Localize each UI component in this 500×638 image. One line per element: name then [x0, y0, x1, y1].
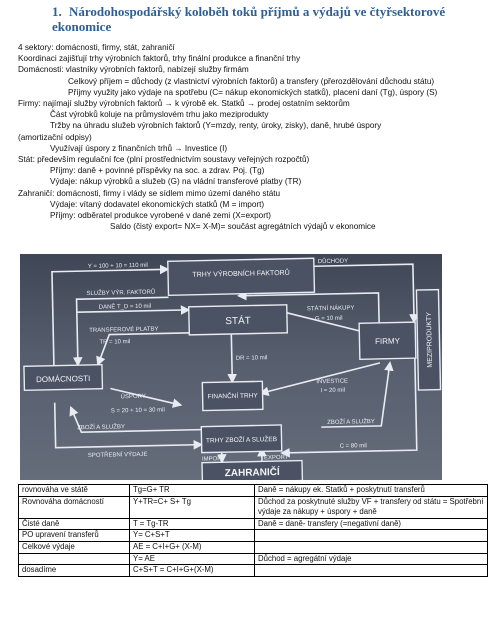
text-line: Výdaje: vítaný dodavatel ekonomických statků (M = import) — [50, 199, 265, 209]
table-cell: dosadíme — [19, 565, 130, 577]
table-cell: T = Tg-TR — [130, 518, 255, 530]
text-line: Firmy: najímají služby výrobních faktorů → k výrobě ek. Statků → prodej ostatním sektorům — [18, 99, 350, 109]
label-trhy-zbozi: TRHY ZBOŽÍ A SLUŽEB — [205, 436, 278, 445]
table-row — [19, 496, 488, 518]
flow-label-c: C = 80 mil — [339, 443, 367, 450]
flow-label-investice: INVESTICE — [316, 378, 349, 386]
body-text — [18, 42, 496, 232]
text-line: Saldo (čistý export= NX= X-M)= součást agregátních výdajů v ekonomice — [110, 222, 376, 232]
table-cell — [19, 553, 130, 565]
label-stat: STÁT — [225, 315, 251, 328]
text-line: Příjmy: daně + povinné příspěvky na soc. a zdrav. Poj. (Tg) — [50, 166, 265, 176]
table-cell — [255, 541, 488, 553]
table-cell: Celkové výdaje — [19, 541, 130, 553]
section-title — [52, 4, 492, 34]
text-line: Příjmy využity jako výdaje na spotřebu (C= nákup ekonomických statků), placení daní (Tg), úspory (S) — [68, 87, 438, 97]
table-cell — [255, 565, 488, 577]
section-title-text: Národohospodářský koloběh toků příjmů a výdajů ve čtyřsektorové ekonomice — [52, 4, 446, 34]
label-financni-trhy: FINANČNÍ TRHY — [207, 392, 258, 401]
table-cell: Daně = daně- transfery (=negativní daně) — [255, 518, 488, 530]
text-line: Využívají úspory z finančních trhů → Investice (I) — [50, 143, 228, 153]
circular-flow-diagram — [20, 254, 442, 480]
flow-label-dr: DR = 10 mil — [235, 355, 268, 362]
table-cell — [255, 530, 488, 542]
table-cell: AE = C+I+G+ (X-M) — [130, 541, 255, 553]
text-line: Koordinaci zajišťují trhy výrobních faktorů, trhy finální produkce a finanční trhy — [18, 54, 301, 64]
text-line: Příjmy: odběratel produkce vyrobené v dané zemi (X=export) — [50, 211, 271, 221]
table-cell: Důchod za poskytnuté služby VF + transfery od státu = Spotřební výdaje za nákupy + úspory + daně — [255, 496, 488, 518]
section-number: 1. — [52, 4, 62, 19]
label-meziprodukty: MEZIPRODUKTY — [425, 311, 435, 368]
flow-label-dane: DANĚ T_D = 10 mil — [98, 303, 152, 311]
equations-table — [18, 484, 488, 577]
text-line: Výdaje: nákup výrobků a služeb (G) na vládní transferové platby (TR) — [50, 177, 302, 187]
flow-label-sluzby-vf: SLUŽBY VÝR. FAKTORŮ — [86, 289, 156, 298]
text-line: Zahraničí: domácnosti, firmy i vlády se sídlem mimo území daného státu — [18, 188, 281, 198]
flow-label-uspory: ÚSPORY — [120, 393, 146, 401]
table-cell: Y+TR=C+ S+ Tg — [130, 496, 255, 518]
table-cell: Y= AE — [130, 553, 255, 565]
flow-label-zbozi-right: ZBOŽÍ A SLUŽBY — [327, 418, 375, 426]
table-row — [19, 565, 488, 577]
text-line: Domácnosti: vlastníky výrobních faktorů, nabízejí služby firmám — [18, 65, 249, 75]
table-cell: Rovnováha domácností — [19, 496, 130, 518]
table-row — [19, 485, 488, 497]
text-line: (amortizační odpisy) — [18, 132, 92, 142]
flow-label-zbozi-left: ZBOŽÍ A SLUŽBY — [77, 424, 125, 432]
table-cell: Daně = nákupy ek. Statků + poskytnutí transferů — [255, 485, 488, 497]
table-cell: Čisté daně — [19, 518, 130, 530]
table-cell: Tg=G+ TR — [130, 485, 255, 497]
flow-label-i: I = 20 mil — [320, 387, 346, 395]
text-line: Část výrobků koluje na průmyslovém trhu jako meziprodukty — [50, 110, 269, 120]
flow-label-duchody: DŮCHODY — [317, 258, 349, 266]
table-cell: rovnováha ve státě — [19, 485, 130, 497]
table-cell: PO upravení transferů — [19, 530, 130, 542]
table-row — [19, 541, 488, 553]
table-row — [19, 530, 488, 542]
table-row — [19, 553, 488, 565]
flow-label-statni-nakupy: STÁTNÍ NÁKUPY — [306, 305, 355, 313]
flow-label-import: IMPORT — [201, 456, 226, 463]
label-zahranici: ZAHRANIČÍ — [224, 467, 280, 480]
label-firmy: FIRMY — [374, 336, 401, 346]
flow-label-transfer: TRANSFEROVÉ PLATBY — [89, 326, 159, 334]
text-line: Celkový příjem = důchody (z vlastnictví výrobních faktorů) a transfery (přerozdělování důchodu státu) — [68, 76, 435, 86]
flow-label-y: Y = 100 + 10 = 110 mil — [87, 262, 148, 270]
label-domacnosti: DOMÁCNOSTI — [36, 373, 91, 385]
text-line: Stát: především regulační fce (plní prostřednictvím soustavy veřejných rozpočtů) — [18, 155, 310, 165]
flow-label-tr: TR = 10 mil — [99, 339, 131, 346]
flow-label-s: S = 20 + 10 = 30 mil — [110, 407, 165, 415]
flow-label-export: EXPORT — [263, 454, 289, 462]
text-line: 4 sektory: domácnosti, firmy, stát, zahraničí — [18, 43, 175, 52]
label-trhy-vf: TRHY VÝROBNÍCH FAKTORŮ — [192, 269, 290, 279]
table-cell: C+S+T = C+I+G+(X-M) — [130, 565, 255, 577]
text-line: Tržby na úhradu služeb výrobních faktorů (Y=mzdy, renty, úroky, zisky), daně, hrubé úspory — [50, 121, 382, 131]
table-cell: Důchod = agregátní výdaje — [255, 553, 488, 565]
flow-label-g: G = 10 mil — [314, 315, 343, 323]
flow-label-spotrebni: SPOTŘEBNÍ VÝDAJE — [87, 451, 148, 460]
table-row — [19, 518, 488, 530]
table-cell: Y= C+S+T — [130, 530, 255, 542]
